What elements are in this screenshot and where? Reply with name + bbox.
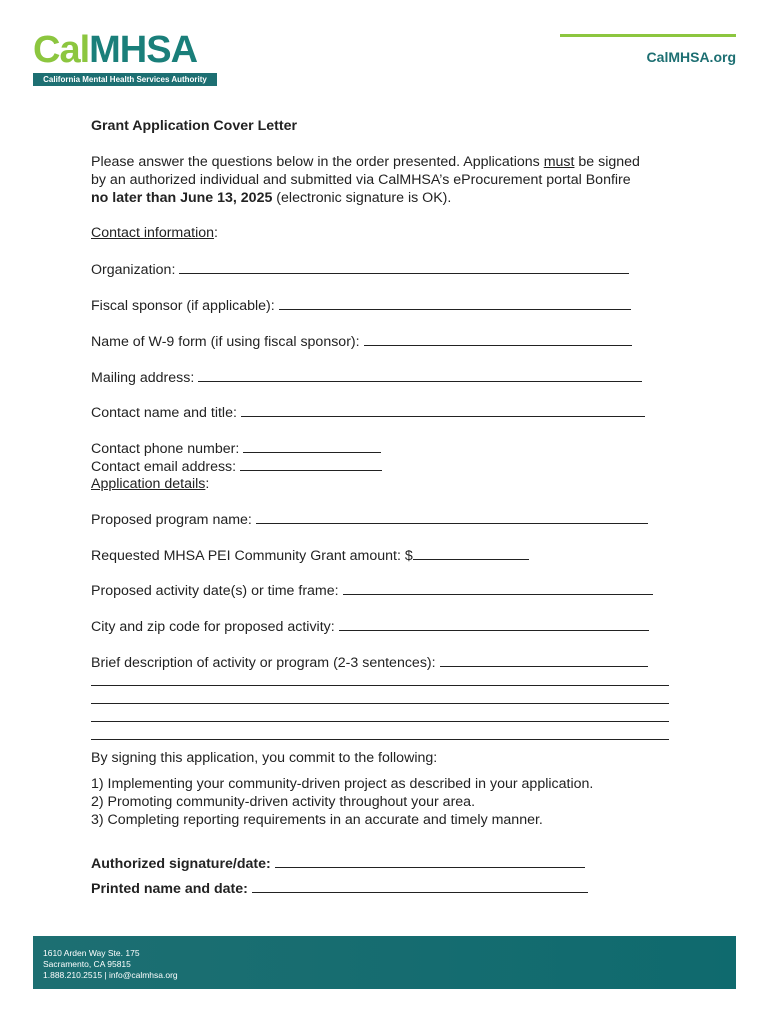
fiscal-sponsor-line[interactable] <box>279 296 631 310</box>
list-item: 1) Implementing your community-driven project as described in your application. <box>91 776 594 792</box>
list-item: 2) Promoting community-driven activity throughout your area. <box>91 794 476 810</box>
program-name-line[interactable] <box>256 510 648 524</box>
description-line[interactable] <box>91 739 669 740</box>
header-rule <box>560 34 736 37</box>
contact-email-field[interactable]: Contact email address: <box>91 457 382 476</box>
contact-name-line[interactable] <box>241 403 645 417</box>
city-zip-line[interactable] <box>339 617 649 631</box>
contact-info-heading: Contact information: <box>91 225 218 241</box>
calmhsa-logo: CalMHSA <box>33 29 198 71</box>
contact-phone-field[interactable]: Contact phone number: <box>91 439 381 458</box>
commitment-list <box>91 775 593 829</box>
contact-name-field[interactable]: Contact name and title: <box>91 403 645 422</box>
logo-tagline: California Mental Health Services Authority <box>33 73 217 86</box>
footer-address: 1610 Arden Way Ste. 175 Sacramento, CA 95815 1.888.210.2515 | info@calmhsa.org <box>43 948 178 980</box>
list-item: 3) Completing reporting requirements in an accurate and timely manner. <box>91 812 543 828</box>
w9-name-field[interactable]: Name of W-9 form (if using fiscal sponsor): <box>91 332 632 351</box>
application-details-heading: Application details: <box>91 476 210 492</box>
site-link[interactable]: CalMHSA.org <box>646 49 736 65</box>
intro-paragraph: Please answer the questions below in the order presented. Applications must be signed by an authorized individual and submitted via CalMHSA’s eProcurement portal Bonfire no later than June 13, 2025 (electronic signature is OK). <box>91 154 640 206</box>
document-title: Grant Application Cover Letter <box>91 118 298 134</box>
w9-name-line[interactable] <box>364 332 632 346</box>
description-line[interactable] <box>440 653 648 667</box>
contact-email-line[interactable] <box>240 457 382 471</box>
program-name-field[interactable]: Proposed program name: <box>91 510 648 529</box>
city-zip-field[interactable]: City and zip code for proposed activity: <box>91 617 649 636</box>
organization-line[interactable] <box>179 260 629 274</box>
description-line[interactable] <box>91 703 669 704</box>
commitment-intro: By signing this application, you commit to the following: <box>91 750 438 766</box>
signature-field[interactable]: Authorized signature/date: <box>91 854 585 873</box>
mailing-address-field[interactable]: Mailing address: <box>91 368 642 387</box>
activity-dates-line[interactable] <box>343 581 653 595</box>
description-field[interactable]: Brief description of activity or program (2-3 sentences): <box>91 653 648 672</box>
grant-amount-line[interactable] <box>413 546 529 560</box>
printed-name-field[interactable]: Printed name and date: <box>91 879 588 898</box>
activity-dates-field[interactable]: Proposed activity date(s) or time frame: <box>91 581 653 600</box>
signature-line[interactable] <box>275 854 585 868</box>
fiscal-sponsor-field[interactable]: Fiscal sponsor (if applicable): <box>91 296 631 315</box>
description-line[interactable] <box>91 685 669 686</box>
organization-field[interactable]: Organization: <box>91 260 629 279</box>
mailing-address-line[interactable] <box>198 368 642 382</box>
printed-name-line[interactable] <box>252 879 588 893</box>
footer-bar <box>33 936 736 989</box>
description-line[interactable] <box>91 721 669 722</box>
grant-amount-field[interactable]: Requested MHSA PEI Community Grant amount: $ <box>91 546 529 565</box>
contact-phone-line[interactable] <box>243 439 381 453</box>
